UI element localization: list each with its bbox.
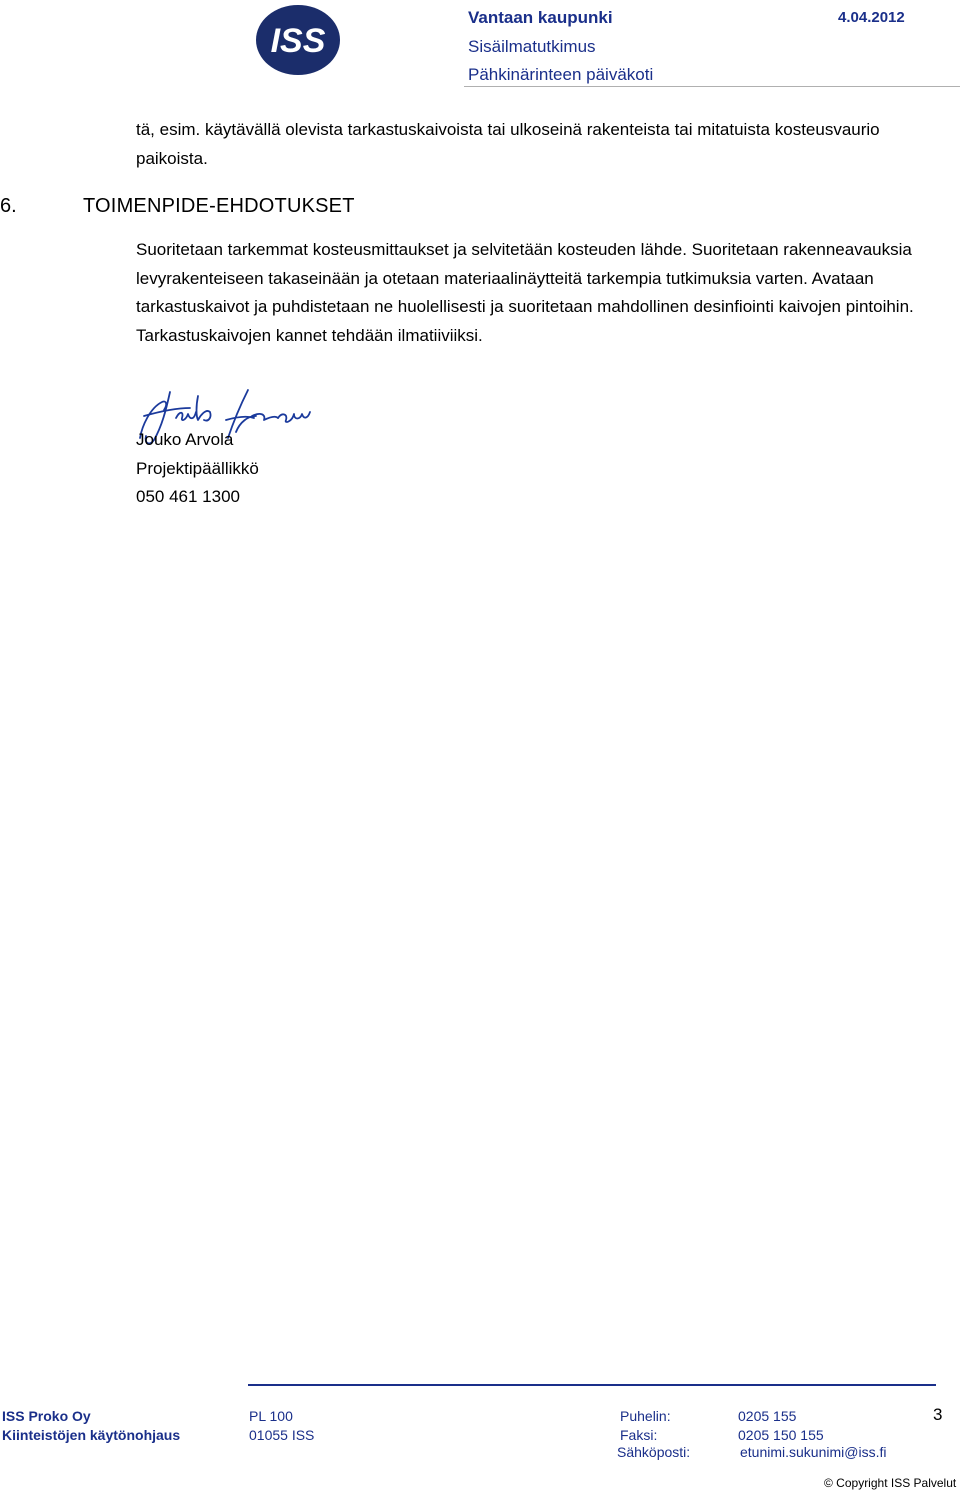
page-number: 3 [933,1405,943,1424]
footer-email-value[interactable]: etunimi.sukunimi@iss.fi [740,1444,887,1460]
footer-email-label: Sähköposti: [617,1444,691,1460]
header-subtitle-report: Sisäilmatutkimus [468,37,596,56]
footer-phone-label: Puhelin: [620,1408,671,1424]
footer-company: ISS Proko Oy [2,1408,91,1424]
footer-divider [248,1384,936,1386]
footer-fax-value: 0205 150 155 [738,1427,824,1443]
signer-role: Projektipäällikkö [136,459,259,478]
footer-division: Kiinteistöjen käytönohjaus [2,1427,181,1443]
section-title: TOIMENPIDE-EHDOTUKSET [83,195,355,217]
signer-phone: 050 461 1300 [136,487,240,506]
footer-po-box: PL 100 [249,1408,293,1424]
section-number: 6. [0,195,17,217]
recommendations-paragraph: Suoritetaan tarkemmat kosteusmittaukset ja selvitetään kosteuden lähde. Suoritetaan rakenneavauksia levyrakenteiseen takaseinään ja otetaan materiaalinäytteitä tarkempia tutkimuksia varten. Avataan tarkastuskaivot ja puhdistetaan ne huolellisesti ja suoritetaan mahdollinen desinfiointi kaivojen pintoihin. Tarkastuskaivojen kannet tehdään ilmatiiviiksi. [136,240,914,345]
header-date: 4.04.2012 [838,9,905,26]
copyright-notice: © Copyright ISS Palvelut [824,1476,957,1490]
footer-fax-label: Faksi: [620,1427,658,1443]
header-divider [464,86,960,87]
footer-postal: 01055 ISS [249,1427,315,1443]
iss-logo [255,4,341,76]
footer-phone-value: 0205 155 [738,1408,797,1424]
header-title: Vantaan kaupunki [468,8,613,27]
continued-paragraph: tä, esim. käytävällä olevista tarkastuskaivoista tai ulkoseinä rakenteista tai mitatuista kosteusvaurio paikoista. [136,120,880,168]
header-subtitle-site: Pähkinärinteen päiväkoti [468,65,654,84]
logo-text: ISS [270,22,326,60]
signer-name: Jouko Arvola [136,430,234,449]
